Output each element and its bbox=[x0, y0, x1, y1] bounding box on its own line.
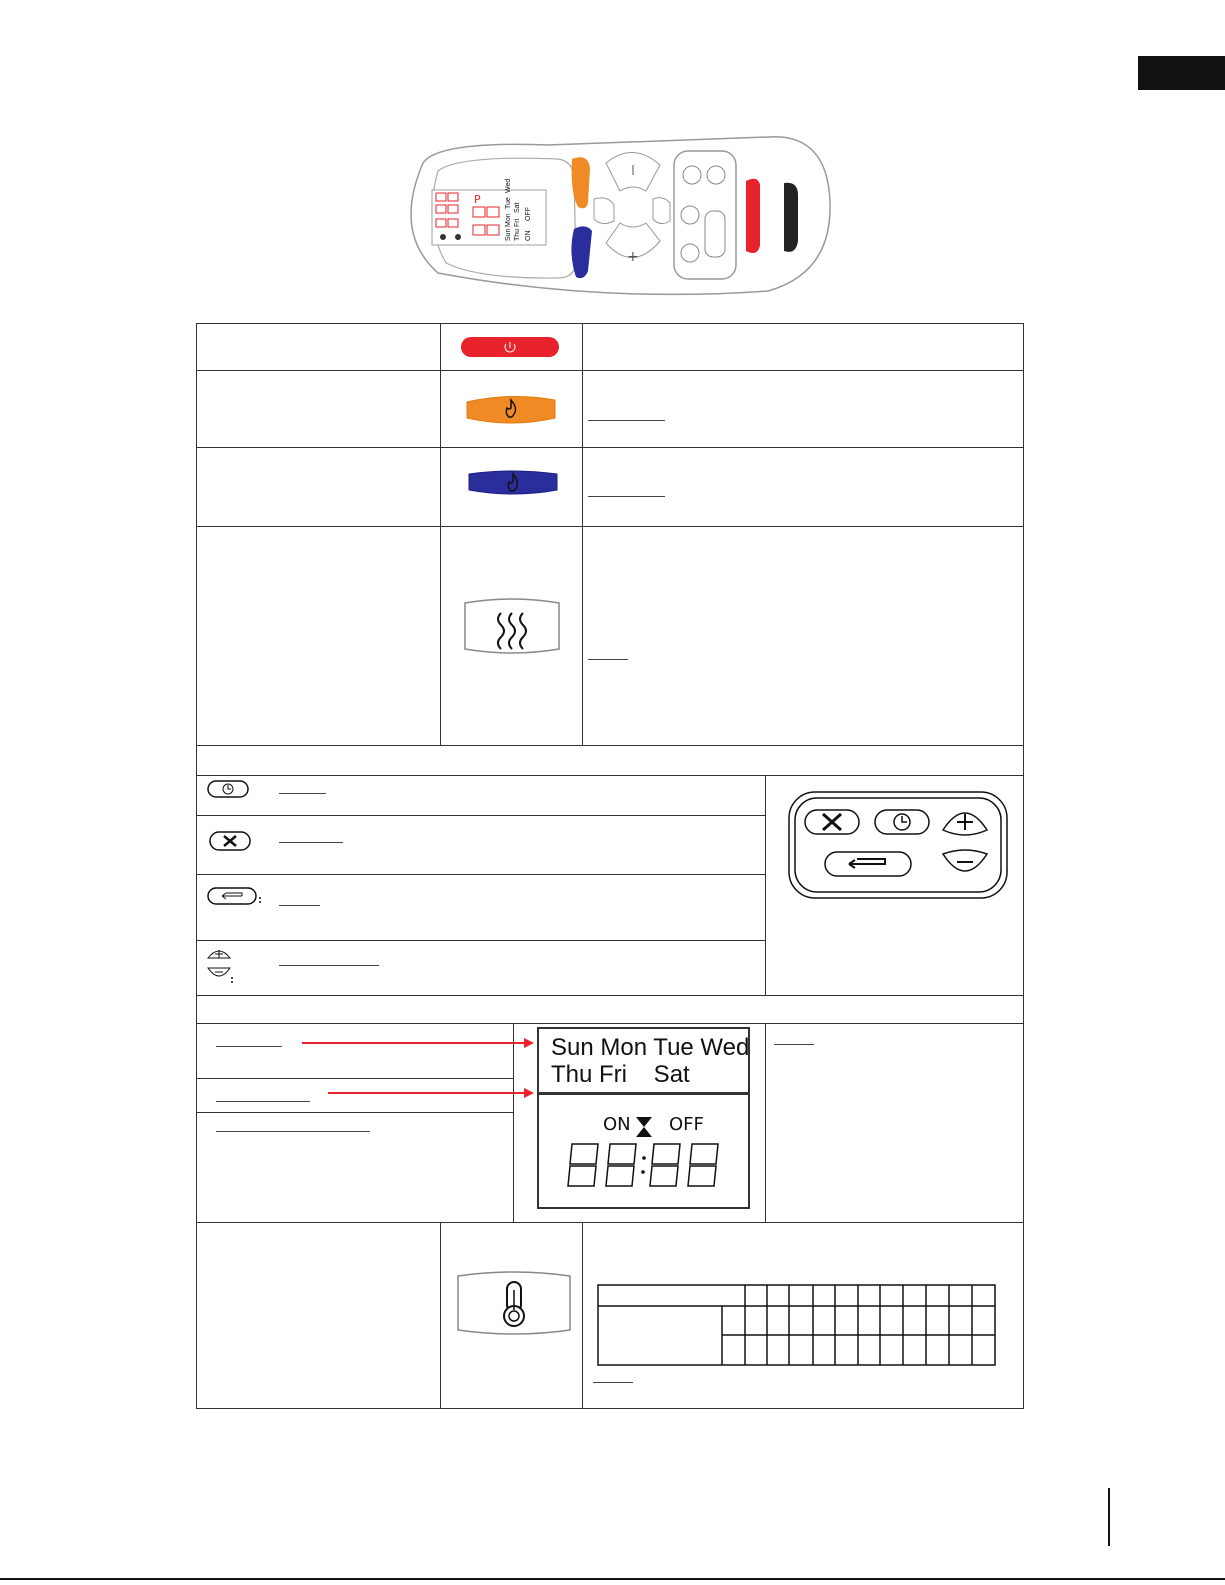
lcd-seven-segment-digits bbox=[566, 1142, 726, 1190]
section-tab bbox=[1138, 56, 1225, 90]
flame-down-button-illustration bbox=[465, 466, 561, 498]
settings-icon bbox=[208, 830, 252, 852]
keypad-illustration bbox=[787, 790, 1009, 900]
timer-row-time bbox=[196, 1112, 514, 1223]
button-row-plus-minus bbox=[196, 940, 766, 996]
underline bbox=[279, 793, 326, 794]
heat-button-illustration bbox=[459, 597, 565, 655]
pointer-arrows bbox=[300, 1033, 536, 1103]
svg-text:Wed: Wed bbox=[505, 178, 512, 193]
table-row-flame-down bbox=[196, 447, 1024, 527]
underline bbox=[593, 1382, 633, 1383]
remote-control-illustration bbox=[398, 133, 836, 303]
timer-icon bbox=[206, 779, 250, 799]
button-row-settings bbox=[196, 815, 766, 875]
lcd-days-line-1: Sun Mon Tue Wed bbox=[551, 1034, 750, 1061]
svg-text:ON: ON bbox=[525, 230, 532, 241]
timer-note-cell bbox=[765, 1023, 1024, 1223]
lcd-off-label: OFF bbox=[669, 1114, 704, 1135]
thermostat-button-illustration bbox=[452, 1270, 576, 1336]
power-button-illustration bbox=[460, 335, 560, 359]
timer-section-header bbox=[196, 995, 1024, 1024]
lcd-on-label: ON bbox=[603, 1114, 631, 1135]
return-icon bbox=[206, 886, 266, 908]
svg-text:Sat: Sat bbox=[514, 202, 521, 213]
plus-minus-icon bbox=[205, 944, 235, 984]
svg-text:Sun: Sun bbox=[505, 228, 512, 241]
svg-text:+: + bbox=[627, 249, 639, 265]
underline bbox=[216, 1101, 310, 1102]
table-row-heat bbox=[196, 526, 1024, 746]
svg-text:Tue: Tue bbox=[505, 197, 512, 209]
column-divider-2 bbox=[582, 323, 583, 746]
column-divider-1 bbox=[440, 323, 441, 746]
footer-rule bbox=[0, 1578, 1225, 1580]
underline bbox=[279, 965, 379, 966]
column-divider-2b bbox=[582, 1222, 583, 1409]
svg-text:P: P bbox=[474, 193, 481, 206]
underline bbox=[588, 420, 665, 421]
temperature-grid bbox=[597, 1284, 997, 1366]
page-number-rule bbox=[1108, 1488, 1110, 1546]
flame-up-button-illustration bbox=[463, 390, 559, 428]
svg-text:OFF: OFF bbox=[525, 207, 532, 221]
svg-text:Mon: Mon bbox=[505, 213, 512, 227]
underline bbox=[774, 1044, 814, 1045]
svg-text:Thu: Thu bbox=[514, 228, 521, 241]
button-row-return bbox=[196, 874, 766, 941]
buttons-section-header bbox=[196, 745, 1024, 776]
underline bbox=[216, 1131, 370, 1132]
table-row-power bbox=[196, 323, 1024, 371]
underline bbox=[279, 905, 320, 906]
lcd-days-line-2: Thu Fri Sat bbox=[551, 1061, 690, 1088]
hourglass-icon bbox=[634, 1116, 654, 1138]
underline bbox=[216, 1046, 282, 1047]
svg-text:Fri: Fri bbox=[514, 218, 521, 227]
underline bbox=[279, 842, 343, 843]
table-row-flame-up bbox=[196, 370, 1024, 448]
underline bbox=[588, 659, 628, 660]
column-divider-1b bbox=[440, 1222, 441, 1409]
button-row-timer bbox=[196, 775, 766, 816]
underline bbox=[588, 496, 665, 497]
